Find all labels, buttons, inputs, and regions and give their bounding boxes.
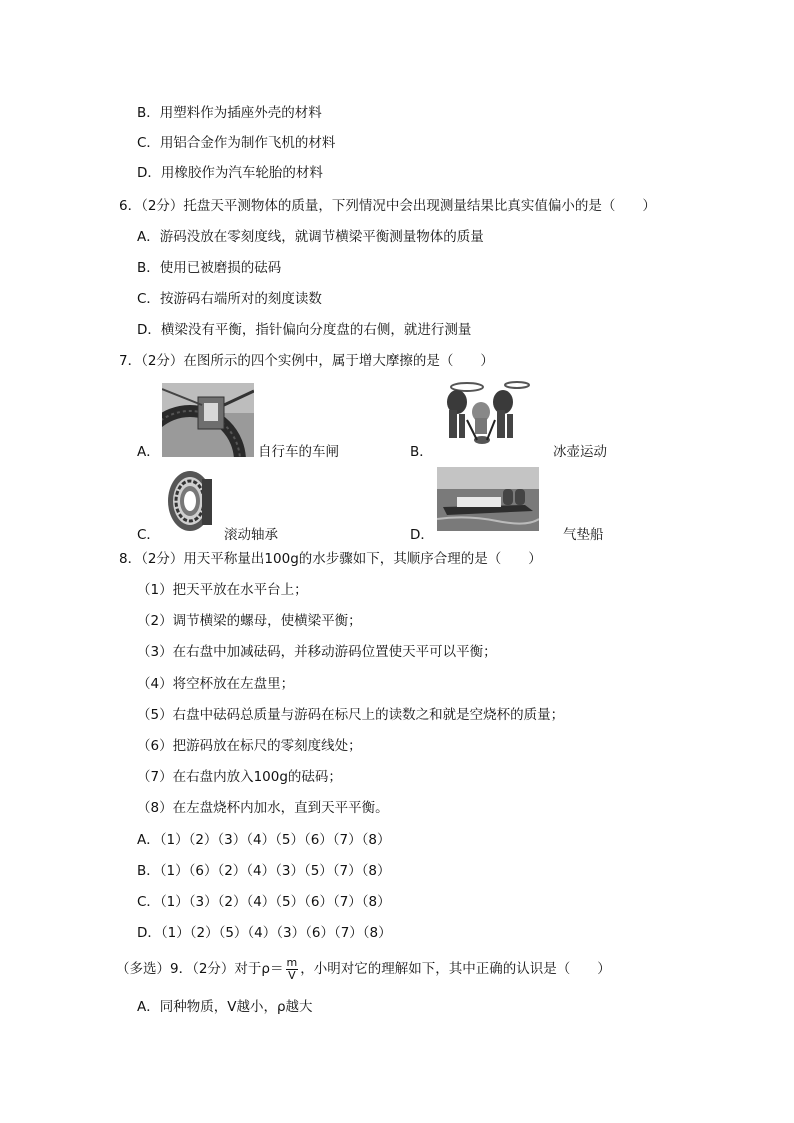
q9-option-a: A．同种物质，V越小，ρ越大: [137, 999, 313, 1015]
q5-option-c: C．用铝合金作为制作飞机的材料: [137, 135, 336, 151]
q7-option-d-label: D．: [410, 527, 434, 543]
q8-option-a: A．（1）（2）（3）（4）（5）（6）（7）（8）: [137, 832, 391, 848]
q8-option-b: B．（1）（6）（2）（4）（3）（5）（7）（8）: [137, 863, 391, 879]
q6-option-b: B．使用已被磨损的砝码: [137, 260, 282, 276]
q9-stem: （多选）9．（2分）对于ρ＝ $\frac{m}{V}$ ，小明对它的理解如下，其中正确的认识是（ ）: [116, 955, 611, 982]
q6-option-d: D．横梁没有平衡，指针偏向分度盘的右侧，就进行测量: [137, 322, 472, 338]
q7-option-d-caption: 气垫船: [563, 527, 604, 543]
q8-step-7: （7）在右盘内放入100g的砝码；: [137, 769, 342, 785]
q6-option-c: C．按游码右端所对的刻度读数: [137, 291, 322, 307]
q6-stem: 6．（2分）托盘天平测物体的质量，下列情况中会出现测量结果比真实值偏小的是（ ）: [119, 198, 656, 214]
q7-option-c-caption: 滚动轴承: [224, 527, 278, 543]
q8-step-5: （5）右盘中砝码总质量与游码在标尺上的读数之和就是空烧杯的质量；: [137, 707, 565, 723]
hovercraft-image: [437, 467, 539, 531]
q5-option-b: B．用塑料作为插座外壳的材料: [137, 105, 322, 121]
q5-option-d: D．用橡胶作为汽车轮胎的材料: [137, 165, 323, 181]
q6-option-a: A．游码没放在零刻度线，就调节横梁平衡测量物体的质量: [137, 229, 484, 245]
q8-step-1: （1）把天平放在水平台上；: [137, 582, 308, 598]
bicycle-brake-image: [162, 383, 254, 457]
q8-step-4: （4）将空杯放在左盘里；: [137, 676, 295, 692]
q7-option-a-label: A．: [137, 444, 160, 460]
q8-step-2: （2）调节横梁的螺母，使横梁平衡；: [137, 613, 362, 629]
q7-option-a-caption: 自行车的车闸: [258, 444, 339, 460]
q7-option-c-label: C．: [137, 527, 160, 543]
rolling-bearing-image: [164, 465, 216, 539]
q8-step-8: （8）在左盘烧杯内加水，直到天平平衡。: [137, 800, 389, 816]
curling-image: [437, 380, 531, 446]
q8-option-c: C．（1）（3）（2）（4）（5）（6）（7）（8）: [137, 894, 391, 910]
density-fraction: $\frac{m}{V}$: [286, 955, 298, 982]
q8-step-6: （6）把游码放在标尺的零刻度线处；: [137, 738, 362, 754]
q8-step-3: （3）在右盘中加减砝码，并移动游码位置使天平可以平衡；: [137, 644, 497, 660]
q7-option-b-caption: 冰壶运动: [553, 444, 607, 460]
q7-stem: 7．（2分）在图所示的四个实例中，属于增大摩擦的是（ ）: [119, 353, 494, 369]
q8-stem: 8．（2分）用天平称量出100g的水步骤如下，其顺序合理的是（ ）: [119, 551, 542, 567]
q7-option-b-label: B．: [410, 444, 433, 460]
q8-option-d: D．（1）（2）（5）（4）（3）（6）（7）（8）: [137, 925, 392, 941]
